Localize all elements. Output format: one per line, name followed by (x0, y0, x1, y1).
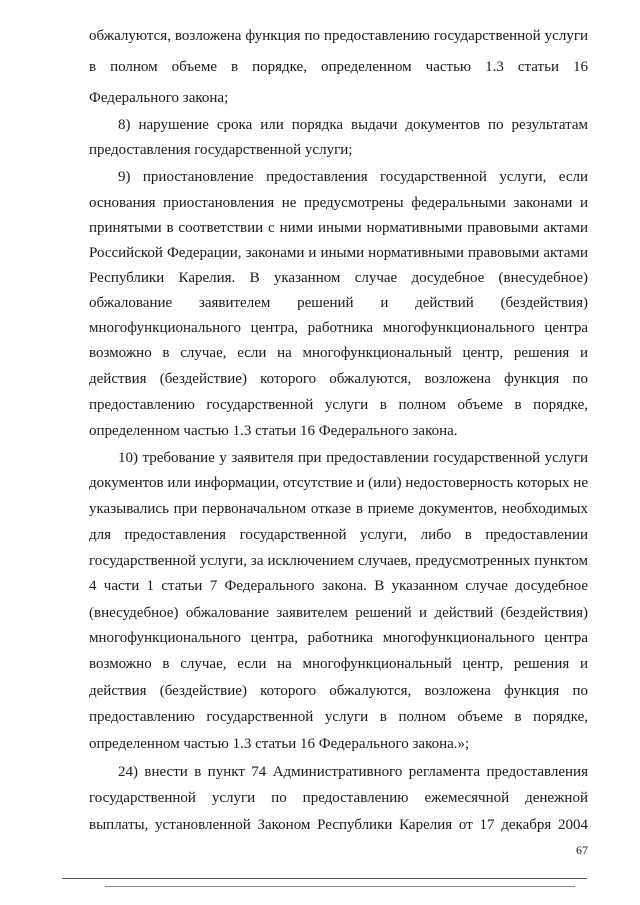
text-line: обжалование заявителем решений и действий (бездействия) (89, 295, 588, 311)
text-line: принятыми в соответствии с ними иными нормативными правовыми актами (89, 220, 588, 236)
text-line: обжалуются, возложена функция по предоставлению государственной услуги (89, 28, 588, 44)
text-line: указывались при первоначальном отказе в приеме документов, необходимых (89, 501, 588, 517)
text-line: Российской Федерации, законами и иными нормативными правовыми актами (89, 245, 588, 261)
text-line: возможно в случае, если на многофункциональный центр, решения и (89, 345, 588, 361)
text-line: государственной услуги, за исключением случаев, предусмотренных пунктом (89, 553, 588, 569)
text-line: предоставления государственной услуги; (89, 142, 353, 158)
text-line: возможно в случае, если на многофункциональный центр, решения и (89, 656, 588, 672)
text-line: многофункционального центра, работника многофункционального центра (89, 320, 588, 336)
text-line: определенном частью 1.3 статьи 16 Федерального закона. (89, 423, 458, 439)
footer-divider (62, 878, 587, 879)
text-line: действия (бездействие) которого обжалуются, возложена функция по (89, 683, 588, 699)
text-line: (внесудебное) обжалование заявителем решений и действий (бездействия) (89, 605, 588, 621)
text-line: действия (бездействие) которого обжалуются, возложена функция по (89, 371, 588, 387)
text-line: определенном частью 1.3 статьи 16 Федерального закона.»; (89, 736, 470, 752)
text-line: 8) нарушение срока или порядка выдачи документов по результатам (118, 117, 588, 133)
text-line: государственной услуги по предоставлению ежемесячной денежной (89, 790, 588, 806)
text-line: предоставлению государственной услуги в полном объеме в порядке, (89, 397, 588, 413)
page-number: 67 (576, 843, 588, 857)
text-line: в полном объеме в порядке, определенном частью 1.3 статьи 16 (89, 59, 588, 75)
text-line: Республики Карелия. В указанном случае досудебное (внесудебное) (89, 270, 588, 286)
text-line: для предоставления государственной услуги, либо в предоставлении (89, 527, 588, 543)
text-line: 4 части 1 статьи 7 Федерального закона. В указанном случае досудебное (89, 578, 588, 594)
text-line: предоставлению государственной услуги в полном объеме в порядке, (89, 709, 588, 725)
text-line: 10) требование у заявителя при предоставлении государственной услуги (118, 450, 588, 466)
text-line: документов или информации, отсутствие и (или) недостоверность которых не (89, 475, 588, 491)
footer-divider (105, 886, 575, 887)
text-line: многофункционального центра, работника многофункционального центра (89, 630, 588, 646)
text-line: выплаты, установленной Законом Республики Карелия от 17 декабря 2004 (89, 817, 588, 833)
text-line: Федерального закона; (89, 90, 229, 106)
text-line: 9) приостановление предоставления государственной услуги, если (118, 169, 588, 185)
text-line: основания приостановления не предусмотрены федеральными законами и (89, 195, 588, 211)
text-line: 24) внести в пункт 74 Административного регламента предоставления (118, 764, 588, 780)
